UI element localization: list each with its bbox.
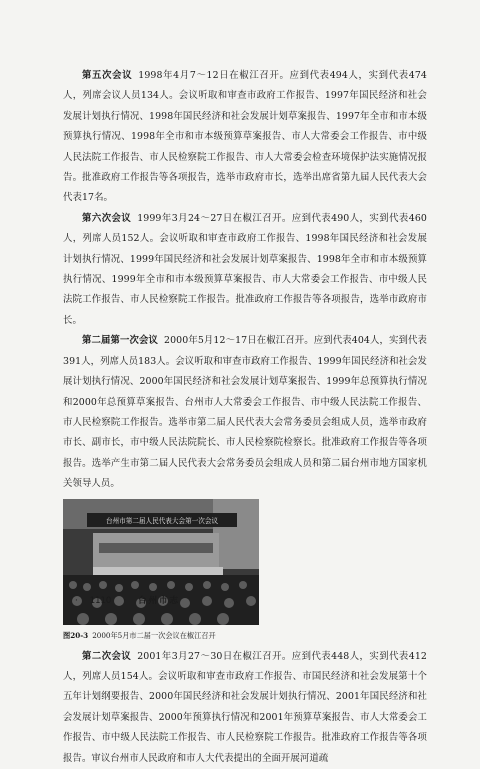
- session-text: 1999年3月24～27日在椒江召开。应到代表490人，实到代表460人，列席人员152人。会议听取和审查市政府工作报告、1998年国民经济和社会发展计划执行情况、1999年国民经济和社会发展计划草案报告、1998年全市和市本级预算执行情况、1999年全市和市本级预算草案报告、市人大常委会工作报告、市中级人民法院工作报告、市人民检察院工作报告。批准政府工作报告等各项报告，选举市政府市长。: [63, 212, 427, 326]
- book-title: 台州市志: [138, 596, 181, 606]
- session-heading: 第二次会议: [82, 650, 132, 662]
- paragraph-second-term-session-1: [63, 331, 427, 494]
- paragraph-second-session: [63, 645, 427, 769]
- session-text: 2000年5月12～17日在椒江召开。应到代表404人，实到代表391人，列席人员183人。会议听取和审查市政府工作报告、1999年国民经济和社会发展计划执行情况、2000年国民经济和社会发展计划草案报告、1999年总预算执行情况和2000年总预算草案报告、台州市人大常委会工作报告、市中级人民法院工作报告、市人民检察院工作报告。选举市第二届人民代表大会常务委员会组成人员，选举市政府市长、副市长，市中级人民法院院长、市人民检察院检察长。批准政府工作报告等各项报告。选举产生市第二届人民代表大会常务委员会组成人员和第二届台州市地方国家机关领导人员。: [63, 335, 427, 490]
- figure-caption: [63, 629, 259, 643]
- paragraph-session-5: [63, 66, 427, 209]
- session-text: 2001年3月27～30日在椒江召开。应到代表448人，实到代表412人，列席人员154人。会议听取和审查市政府工作报告、市国民经济和社会发展第十个五年计划纲要报告、2000年国民经济和社会发展计划执行情况、2001年国民经济和社会发展计划草案报告、2000年预算执行情况和2001年预算草案报告、市人大常委会工作报告、市中级人民法院工作报告、市人民检察院工作报告。批准政府工作报告等各项报告。审议台州市人民政府和市人大代表提出的全面开展河道疏: [63, 650, 427, 764]
- session-text: 1998年4月7～12日在椒江召开。应到代表494人，实到代表474人，列席会议人员134人。会议听取和审查市政府工作报告、1997年国民经济和社会发展计划执行情况、1998年国民经济和社会发展计划草案报告、1997年全市和市本级预算执行情况、1998年全市和市本级预算草案报告、市人大常委会工作报告、市中级人民法院工作报告、市人民检察院工作报告、市人大常委会检查环境保护法实施情况报告。批准政府工作报告等各项报告，选举市政府市长，选举出席省第九届人民代表大会代表17名。: [63, 70, 427, 204]
- footer-bullet: ·: [123, 596, 127, 606]
- session-heading: 第二届第一次会议: [82, 335, 159, 347]
- footer-bullet: ·: [75, 596, 78, 606]
- page-body: [63, 66, 427, 769]
- paragraph-session-6: [63, 209, 427, 331]
- figure-caption-text: 2000年5月市二届一次会议在椒江召开: [92, 630, 216, 640]
- figure-number: 图20-3: [63, 630, 89, 640]
- page-footer: [75, 594, 192, 606]
- page-number: 1110: [89, 596, 112, 606]
- session-heading: 第五次会议: [82, 70, 133, 81]
- banner-text: 台州市第二届人民代表大会第一次会议: [105, 516, 219, 525]
- figure-20-3: [63, 499, 259, 643]
- session-heading: 第六次会议: [82, 212, 132, 224]
